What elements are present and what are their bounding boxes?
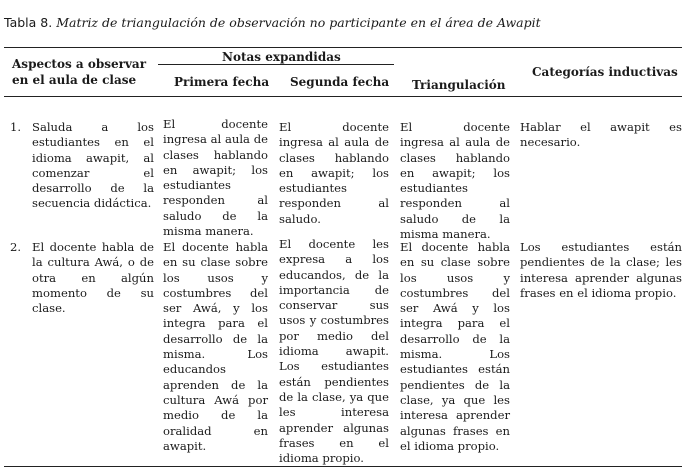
row-2-category: Los estudiantes están pendientes de la clase; les interesa aprender algunas frases en el idioma propio.	[520, 240, 682, 300]
row-2-triangulation: El docente habla en su clase sobre los usos y costumbres del ser Awá y los integra para el desarrollo de la misma. Los estudiantes están pendientes de la clase, ya que les interesa aprender algunas frases en el idioma propio.	[400, 240, 510, 453]
row-2-number: 2.	[10, 240, 22, 254]
row-2-aspect: El docente habla de la cultura Awá, o de otra en algún momento de su clase.	[32, 240, 154, 316]
header-first-date: Primera fecha	[174, 75, 270, 89]
top-rule	[4, 47, 682, 48]
header-aspects: Aspectos a observar en el aula de clase	[12, 57, 147, 87]
notes-underline	[158, 64, 394, 65]
row-1-number: 1.	[10, 120, 22, 134]
table-caption	[4, 15, 541, 30]
table-title: Matriz de triangulación de observación no participante en el área de Awapit	[56, 15, 541, 30]
header-notes: Notas expandidas	[222, 50, 341, 64]
row-2-second-date: El docente les expresa a los educandos, de la importancia de conservar sus usos y costumbres por medio del idioma awapit. Los estudiantes están pendientes de la clase, ya que les interesa aprender algunas frases en el idioma propio.	[279, 237, 389, 466]
header-triangulation: Triangulación	[412, 78, 506, 92]
header-bottom-rule	[4, 96, 682, 97]
header-categories: Categorías inductivas	[532, 65, 678, 79]
row-1-second-date: El docente ingresa al aula de clases hablando en awapit; los estudiantes responden al saludo.	[279, 120, 389, 226]
row-1-first-date: El docente ingresa al aula de clases hablando en awapit; los estudiantes responden al saludo de la misma manera.	[163, 117, 268, 239]
header-second-date: Segunda fecha	[290, 75, 390, 89]
row-1-triangulation: El docente ingresa al aula de clases hablando en awapit; los estudiantes responden al saludo de la misma manera.	[400, 120, 510, 242]
row-2-first-date: El docente habla en su clase sobre los usos y costumbres del ser Awá, y los integra para el desarrollo de la misma. Los educandos aprenden de la cultura Awá por medio de la oralidad en awapit.	[163, 240, 268, 453]
table-label: Tabla 8.	[4, 15, 53, 30]
row-1-aspect: Saluda a los estudiantes en el idioma awapit, al comenzar el desarrollo de la secuencia didáctica.	[32, 120, 154, 211]
row-1-category: Hablar el awapit es necesario.	[520, 120, 682, 150]
